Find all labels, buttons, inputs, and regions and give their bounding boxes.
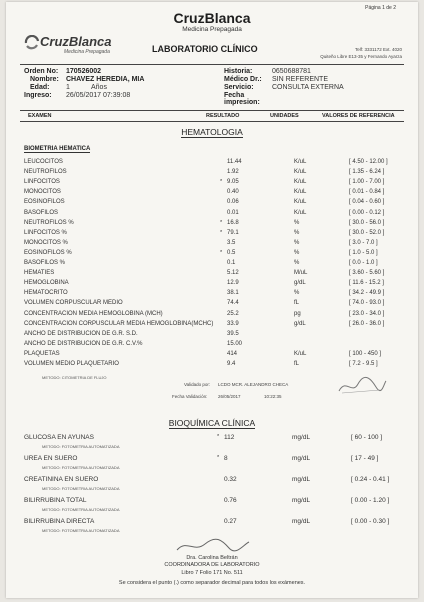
result-value: 0.76 <box>224 497 237 504</box>
reference-range: [ 4.50 - 12.00 ] <box>349 159 388 165</box>
result-value: 79.1 <box>227 229 239 236</box>
result-value: 112 <box>224 434 235 441</box>
patient-age: 1 <box>66 84 70 91</box>
section-title-hematology: HEMATOLOGIA <box>181 127 243 137</box>
result-unit: fL <box>294 361 300 367</box>
exam-name: EOSINOFILOS % <box>24 249 72 256</box>
table-row <box>24 290 400 298</box>
table-row <box>24 434 400 443</box>
table-row <box>24 260 400 268</box>
result-unit: g/dL <box>294 320 306 327</box>
exam-name: LEUCOCITOS <box>24 159 63 165</box>
reference-range: [ 0.00 - 0.30 ] <box>351 518 390 525</box>
result-unit: mg/dL <box>292 455 311 462</box>
table-row <box>24 341 400 349</box>
result-value: 9.05 <box>227 179 239 186</box>
exam-name: NEUTROFILOS % <box>24 219 74 226</box>
result-unit: pg <box>294 310 301 317</box>
table-row <box>24 240 400 248</box>
service-name: CONSULTA EXTERNA <box>272 84 344 91</box>
reference-range: [ 0.00 - 0.12 ] <box>349 209 385 216</box>
method-text: METODO: FOTOMETRIA AUTOMATIZADA <box>42 486 120 491</box>
abnormal-flag: * <box>217 455 220 461</box>
table-row <box>24 280 400 288</box>
table-row <box>24 455 400 464</box>
service-label: Servicio: <box>224 84 254 91</box>
print-date-label: Fecha impresion: <box>224 92 260 106</box>
result-unit: % <box>294 290 300 297</box>
reference-range: [ 7.2 - 9.5 ] <box>349 361 378 367</box>
table-row <box>24 179 400 187</box>
reference-range: [ 26.0 - 36.0 ] <box>349 320 385 327</box>
result-unit: % <box>294 229 300 236</box>
logo-text: CruzBlanca <box>40 34 112 49</box>
table-row <box>24 321 400 329</box>
result-unit: K/uL <box>294 209 307 216</box>
result-value: 3.5 <box>227 239 236 246</box>
exam-name: UREA EN SUERO <box>24 455 78 462</box>
exam-name: BASOFILOS <box>24 209 59 216</box>
page-number: Página 1 de 2 <box>365 5 396 11</box>
hematology-method: METODO: CITOMETRIA DE FLUJO <box>42 375 107 380</box>
result-value: 25.2 <box>227 310 239 317</box>
result-value: 0.32 <box>224 476 237 483</box>
table-row <box>24 210 400 218</box>
column-result: RESULTADO <box>206 113 240 119</box>
reference-range: [ 1.35 - 6.24 ] <box>349 169 385 176</box>
table-row <box>24 199 400 207</box>
result-unit: % <box>294 219 300 226</box>
table-row <box>24 311 400 319</box>
method-note <box>24 507 400 513</box>
exam-name: CONCENTRACION MEDIA HEMOGLOBINA (MCH) <box>24 310 163 317</box>
lab-report-page <box>6 2 418 598</box>
coordinator-signature-icon <box>172 537 252 555</box>
result-unit: K/uL <box>294 350 307 357</box>
subsection-biometria: BIOMETRIA HEMATICA <box>24 146 91 152</box>
result-unit: mg/dL <box>292 476 311 483</box>
result-value: 8 <box>224 455 228 462</box>
logo-subtitle: Medicina Prepagada <box>64 49 110 55</box>
result-unit: % <box>294 239 300 246</box>
brand-subtitle: Medicina Prepagada <box>182 26 242 33</box>
table-row <box>24 476 400 485</box>
history-number: 0650688781 <box>272 68 311 75</box>
exam-name: BILIRRUBINA DIRECTA <box>24 518 95 525</box>
validation-date: 26/05/2017 <box>218 394 241 399</box>
result-value: 0.1 <box>227 260 236 266</box>
history-label: Historia: <box>224 68 253 75</box>
validation-date-label: Fecha Validación: <box>172 394 208 399</box>
validator-signature-icon <box>336 374 388 398</box>
name-label: Nombre: <box>30 76 59 83</box>
exam-name: BASOFILOS % <box>24 260 66 266</box>
reference-range: [ 30.0 - 52.0 ] <box>349 229 385 236</box>
result-unit: fL <box>294 300 300 307</box>
exam-name: EOSINOFILOS <box>24 199 65 206</box>
table-row <box>24 300 400 308</box>
exam-name: CONCENTRACION CORPUSCULAR MEDIA HEMOGLOBINA(MCHC) <box>24 320 214 327</box>
result-value: 0.40 <box>227 189 239 196</box>
reference-range: [ 1.00 - 7.00 ] <box>349 179 385 186</box>
table-row <box>24 169 400 177</box>
brand-title: CruzBlanca <box>173 10 251 26</box>
lab-address: Quiteño Libre E13-35 y Fernando Ayarza <box>320 54 402 59</box>
result-unit: mg/dL <box>292 497 311 504</box>
exam-name: LINFOCITOS <box>24 179 60 186</box>
method-text: METODO: FOTOMETRIA AUTOMATIZADA <box>42 507 120 512</box>
order-label: Orden No: <box>24 68 59 75</box>
lab-title: LABORATORIO CLÍNICO <box>152 44 258 54</box>
validated-label: Validado por: <box>184 382 211 387</box>
result-value: 12.9 <box>227 280 239 287</box>
table-row <box>24 361 400 369</box>
method-note <box>24 528 400 534</box>
reference-range: [ 23.0 - 34.0 ] <box>349 310 385 317</box>
result-unit: K/uL <box>294 169 307 176</box>
table-row <box>24 497 400 506</box>
result-value: 9.4 <box>227 361 236 367</box>
doctor-label: Médico Dr.: <box>224 76 262 83</box>
result-unit: mg/dL <box>292 434 311 441</box>
exam-name: VOLUMEN CORPUSCULAR MEDIO <box>24 300 123 307</box>
validation-time: 10:22:35 <box>264 394 282 399</box>
column-units: UNIDADES <box>270 113 299 119</box>
result-unit: mg/dL <box>292 518 311 525</box>
method-text: METODO: FOTOMETRIA AUTOMATIZADA <box>42 444 120 449</box>
result-unit: K/uL <box>294 189 307 196</box>
table-row <box>24 270 400 278</box>
table-row <box>24 159 400 167</box>
doctor-name: SIN REFERENTE <box>272 76 329 83</box>
age-unit: Años <box>91 84 107 91</box>
table-row <box>24 220 400 228</box>
result-unit: % <box>294 260 300 266</box>
result-unit: % <box>294 249 300 256</box>
admission-date: 26/05/2017 07:39:08 <box>66 92 131 99</box>
exam-name: ANCHO DE DISTRIBUCION DE G.R. C.V.% <box>24 340 143 347</box>
table-row <box>24 250 400 258</box>
result-value: 0.5 <box>227 249 236 256</box>
table-row <box>24 189 400 197</box>
reference-range: [ 0.01 - 0.84 ] <box>349 189 385 196</box>
table-row <box>24 230 400 238</box>
reference-range: [ 0.04 - 0.60 ] <box>349 199 385 206</box>
result-value: 1.92 <box>227 169 239 176</box>
table-row <box>24 351 400 359</box>
result-value: 0.27 <box>224 518 237 525</box>
lab-phone: Telf: 3331172 Ext. 4020 <box>355 47 402 52</box>
validated-by: LCDO MCR. ALEJANDRO CHECA <box>218 382 289 387</box>
result-value: 414 <box>227 350 238 357</box>
result-unit: K/uL <box>294 179 307 186</box>
reference-range: [ 30.0 - 56.0 ] <box>349 219 385 226</box>
reference-range: [ 100 - 450 ] <box>349 350 382 357</box>
abnormal-flag: * <box>220 249 223 256</box>
result-unit: g/dL <box>294 280 306 287</box>
column-reference: VALORES DE REFERENCIA <box>322 113 395 119</box>
reference-range: [ 0.24 - 0.41 ] <box>351 476 390 483</box>
exam-name: VOLUMEN MEDIO PLAQUETARIO <box>24 361 119 367</box>
result-unit: K/uL <box>294 199 307 206</box>
exam-name: MONOCITOS <box>24 189 61 196</box>
cruzblanca-logo <box>24 34 124 58</box>
result-value: 39.5 <box>227 330 239 337</box>
table-row <box>24 518 400 527</box>
table-row <box>24 331 400 339</box>
result-value: 15.00 <box>227 340 243 347</box>
method-note <box>24 444 400 450</box>
reference-range: [ 60 - 100 ] <box>351 434 383 441</box>
reference-range: [ 17 - 49 ] <box>351 455 379 462</box>
reference-range: [ 34.2 - 49.9 ] <box>349 290 385 297</box>
patient-name: CHAVEZ HEREDIA, MIA <box>66 76 145 83</box>
reference-range: [ 0.0 - 1.0 ] <box>349 260 378 266</box>
exam-name: HEMATIES <box>24 270 55 277</box>
abnormal-flag: * <box>220 179 223 186</box>
result-value: 38.1 <box>227 290 239 297</box>
result-value: 33.9 <box>227 320 239 327</box>
abnormal-flag: * <box>220 229 223 236</box>
result-value: 16.8 <box>227 219 239 226</box>
signer-name: Dra. Carolina Beltrán <box>186 555 238 561</box>
exam-name: MONOCITOS % <box>24 239 68 246</box>
method-note <box>24 486 400 492</box>
result-value: 74.4 <box>227 300 239 307</box>
result-unit: M/uL <box>294 270 308 277</box>
exam-name: HEMOGLOBINA <box>24 280 69 287</box>
divider <box>20 64 404 65</box>
decimal-note: Se considera el punto (.) como separador decimal para todos los exámenes. <box>118 580 306 586</box>
exam-name: BILIRRUBINA TOTAL <box>24 497 87 504</box>
abnormal-flag: * <box>217 434 220 440</box>
exam-name: ANCHO DE DISTRIBUCION DE G.R. S.D. <box>24 330 138 337</box>
result-value: 5.12 <box>227 270 239 277</box>
reference-range: [ 0.00 - 1.20 ] <box>351 497 390 504</box>
exam-name: NEUTROFILOS <box>24 169 67 176</box>
reference-range: [ 1.0 - 5.0 ] <box>349 249 378 256</box>
section-title-biochemistry: BIOQUÍMICA CLÍNICA <box>168 418 256 428</box>
order-number: 170526002 <box>66 68 102 75</box>
reference-range: [ 74.0 - 93.0 ] <box>349 300 385 307</box>
exam-name: LINFOCITOS % <box>24 229 67 236</box>
reference-range: [ 3.0 - 7.0 ] <box>349 239 378 246</box>
divider <box>20 110 404 111</box>
result-value: 0.01 <box>227 209 239 216</box>
reference-range: [ 3.60 - 5.60 ] <box>349 270 385 277</box>
signer-registry: Libro 7 Folio 171 No. 511 <box>181 570 243 576</box>
exam-name: PLAQUETAS <box>24 350 60 357</box>
signer-role: COORDINADORA DE LABORATORIO <box>164 562 260 568</box>
abnormal-flag: * <box>220 219 223 226</box>
exam-name: GLUCOSA EN AYUNAS <box>24 434 94 441</box>
result-value: 11.44 <box>227 159 242 165</box>
result-unit: K/uL <box>294 159 307 165</box>
exam-name: HEMATOCRITO <box>24 290 68 297</box>
method-text: METODO: FOTOMETRIA AUTOMATIZADA <box>42 465 120 470</box>
result-value: 0.06 <box>227 199 239 206</box>
divider <box>20 121 404 122</box>
reference-range: [ 11.6 - 15.2 ] <box>349 280 384 287</box>
exam-name: CREATININA EN SUERO <box>24 476 99 483</box>
method-note <box>24 465 400 471</box>
column-exam: EXAMEN <box>28 113 52 119</box>
age-label: Edad: <box>30 84 50 91</box>
method-text: METODO: FOTOMETRIA AUTOMATIZADA <box>42 528 120 533</box>
admission-label: Ingreso: <box>24 92 52 99</box>
cross-logo-icon <box>24 35 40 51</box>
